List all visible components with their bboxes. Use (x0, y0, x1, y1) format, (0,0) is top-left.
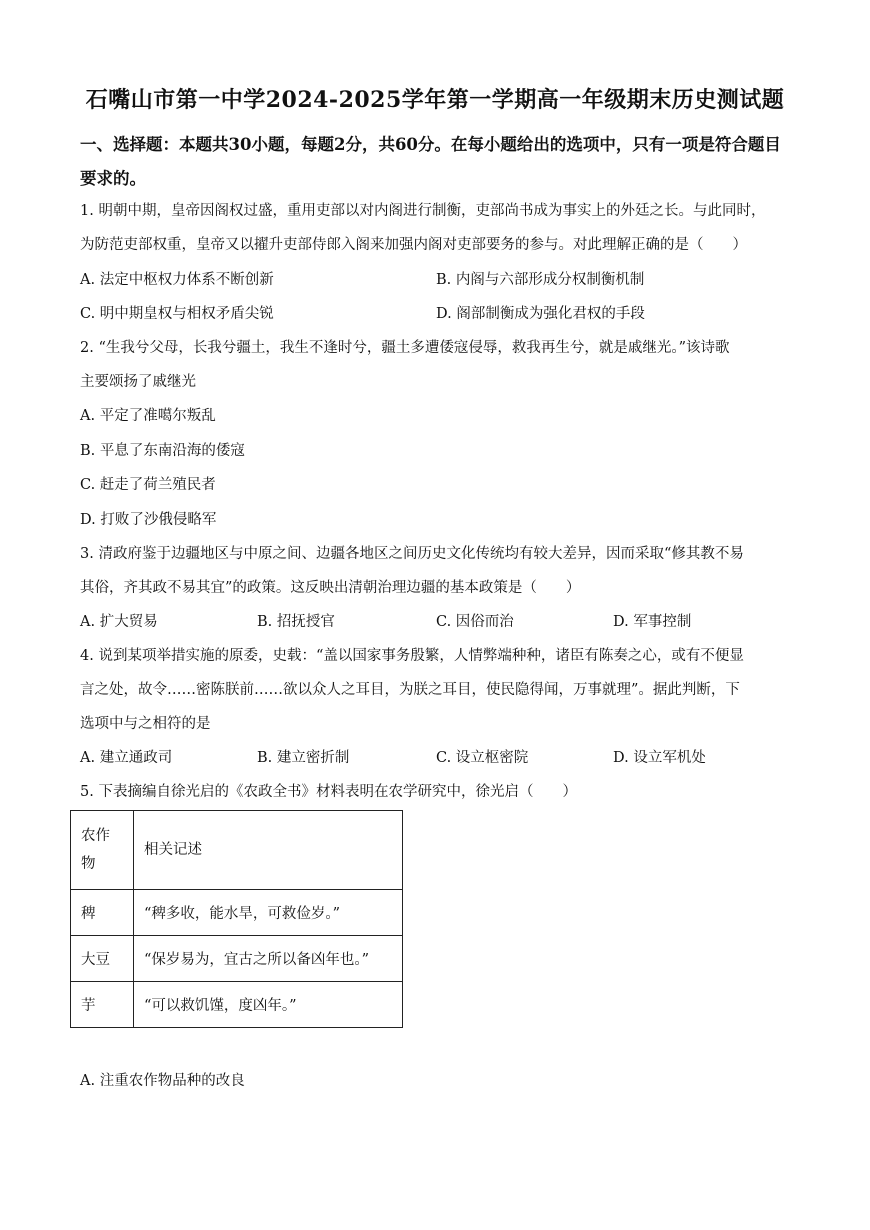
q2-option-a[interactable]: A. 平定了准噶尔叛乱 (80, 408, 216, 424)
table-cell-crop: 大豆 (71, 936, 134, 982)
q4-option-a[interactable]: A. 建立通政司 (80, 750, 173, 766)
q3-option-b[interactable]: B. 招抚授官 (257, 614, 335, 630)
table-header-record: 相关记述 (134, 811, 403, 890)
table-row (71, 890, 403, 936)
q3-stem-line-1: 3. 清政府鉴于边疆地区与中原之间、边疆各地区之间历史文化传统均有较大差异，因而采取“修其教不易 (80, 546, 744, 562)
table-header-crop: 农作物 (71, 811, 134, 890)
table-header-row (71, 811, 403, 890)
q2-option-c[interactable]: C. 赶走了荷兰殖民者 (80, 477, 216, 493)
q4-option-c[interactable]: C. 设立枢密院 (436, 750, 529, 766)
table-cell-crop: 芋 (71, 982, 134, 1028)
q2-stem-line-2: 主要颂扬了戚继光 (80, 374, 196, 390)
q4-option-b[interactable]: B. 建立密折制 (257, 750, 350, 766)
table-cell-record: “可以救饥馑，度凶年。” (134, 982, 403, 1028)
exam-title: 石嘴山市第一中学2024-2025学年第一学期高一年级期末历史测试题 (85, 87, 785, 113)
section-heading: 一、选择题：本题共30小题，每题2分，共60分。在每小题给出的选项中，只有一项是符合题目要求的。 (80, 135, 781, 188)
q3-option-c[interactable]: C. 因俗而治 (436, 614, 514, 630)
table-row (71, 982, 403, 1028)
q4-option-d[interactable]: D. 设立军机处 (613, 750, 706, 766)
q2-option-d[interactable]: D. 打败了沙俄侵略军 (80, 512, 217, 528)
q1-option-c[interactable]: C. 明中期皇权与相权矛盾尖锐 (80, 306, 274, 322)
table-cell-record: “稗多收，能水旱，可救俭岁。” (134, 890, 403, 936)
q1-option-a[interactable]: A. 法定中枢权力体系不断创新 (80, 272, 274, 288)
q3-option-d[interactable]: D. 军事控制 (613, 614, 692, 630)
q5-option-a[interactable]: A. 注重农作物品种的改良 (80, 1073, 245, 1089)
q4-stem-line-2: 言之处，故令……密陈朕前……欲以众人之耳目，为朕之耳目，使民隐得闻，万事就理”。据此判断，下 (80, 682, 740, 698)
q5-stem-line-1: 5. 下表摘编自徐光启的《农政全书》材料表明在农学研究中，徐光启（ ） (80, 784, 577, 800)
q1-option-b[interactable]: B. 内阁与六部形成分权制衡机制 (436, 272, 645, 288)
q1-stem-line-1: 1. 明朝中期，皇帝因阁权过盛，重用吏部以对内阁进行制衡，吏部尚书成为事实上的外廷之长。与此同时， (80, 203, 766, 219)
q1-stem-line-2: 为防范吏部权重，皇帝又以擢升吏部侍郎入阁来加强内阁对吏部要务的参与。对此理解正确的是（ ） (80, 237, 747, 253)
q4-stem-line-1: 4. 说到某项举措实施的原委，史载：“盖以国家事务殷繁，人情弊端种种，诸臣有陈奏之心，或有不便显 (80, 648, 744, 664)
crop-records-table (70, 810, 403, 1028)
q3-option-a[interactable]: A. 扩大贸易 (80, 614, 158, 630)
q1-option-d[interactable]: D. 阁部制衡成为强化君权的手段 (436, 306, 645, 322)
table-cell-record: “保岁易为，宜古之所以备凶年也。” (134, 936, 403, 982)
table-row (71, 936, 403, 982)
q2-option-b[interactable]: B. 平息了东南沿海的倭寇 (80, 443, 245, 459)
q4-stem-line-3: 选项中与之相符的是 (80, 716, 211, 732)
q2-stem-line-1: 2. “生我兮父母，长我兮疆土，我生不逢时兮，疆土多遭倭寇侵辱，救我再生兮，就是戚继光。”该诗歌 (80, 340, 730, 356)
table-cell-crop: 稗 (71, 890, 134, 936)
q3-stem-line-2: 其俗，齐其政不易其宜”的政策。这反映出清朝治理边疆的基本政策是（ ） (80, 580, 581, 596)
